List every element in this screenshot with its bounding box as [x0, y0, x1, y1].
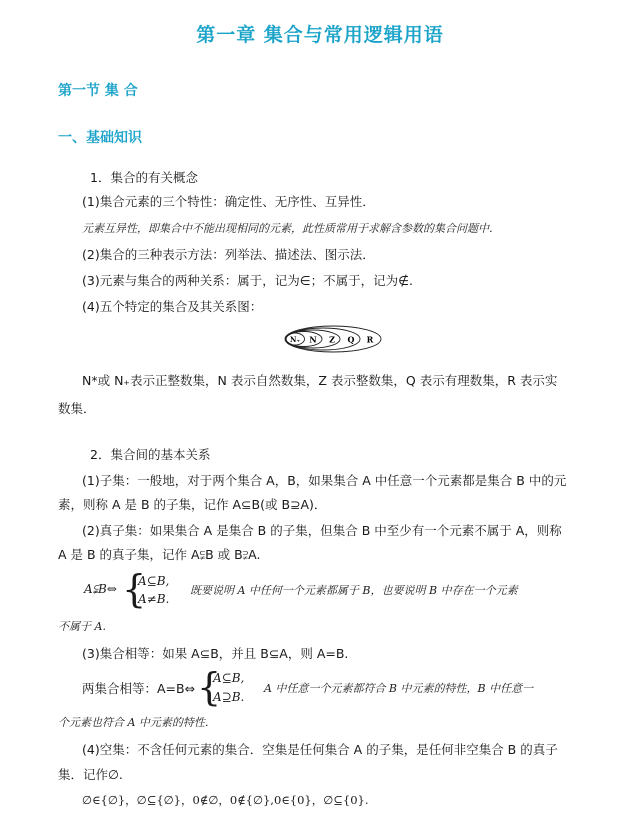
proper-subset-note-line2: 不属于 A. — [58, 620, 106, 633]
subset-line2: 素，则称 A 是 B 的子集，记作 A⊆B(或 B⊇A)． — [58, 497, 327, 512]
part1-paragraph-1: (1)集合元素的三个特性：确定性、无序性、互异性． — [82, 194, 375, 209]
part1-paragraph-1-note: 元素互异性，即集合中不能出现相同的元素，此性质常用于求解含参数的集合问题中． — [82, 222, 500, 235]
empty-set-facts: ∅∈{∅}，∅⊆{∅}，0∉∅，0∉{∅},0∈{0}，∅⊆{0}. — [82, 793, 369, 807]
proper-subset-line1: (2)真子集：如果集合 A 是集合 B 的子集，但集合 B 中至少有一个元素不属于 A，则称 — [82, 523, 562, 538]
equality-note-line2: 个元素也符合 A 中元素的特性． — [58, 716, 216, 729]
subsection-heading: 一、基础知识 — [58, 130, 142, 146]
empty-set-line1: (4)空集：不含任何元素的集合．空集是任何集合 A 的子集，是任何非空集合 B 的真子 — [82, 742, 558, 757]
label-n: N — [309, 334, 317, 345]
label-nplus: N₊ — [289, 335, 301, 344]
chapter-title: 第一章 集合与常用逻辑用语 — [196, 24, 444, 46]
part2-heading: 2．集合间的基本关系 — [90, 447, 211, 462]
proper-subset-cond2: A≠B. — [138, 592, 170, 606]
label-r: R — [366, 334, 374, 345]
part1-paragraph-3: (3)元素与集合的两种关系：属于，记为∈；不属于，记为∉. — [82, 273, 413, 288]
set-equality: (3)集合相等：如果 A⊆B，并且 B⊆A，则 A=B. — [82, 646, 349, 661]
proper-subset-cond1: A⊆B, — [138, 574, 170, 588]
subset-line1: (1)子集：一般地，对于两个集合 A，B，如果集合 A 中任意一个元素都是集合 B 中的元 — [82, 473, 567, 488]
proper-subset-note-line1: 既要说明 A 中任何一个元素都属于 B，也要说明 B 中存在一个元素 — [190, 584, 518, 597]
proper-subset-lhs: A⫋B⇔ — [84, 582, 117, 596]
number-sets-diagram — [283, 324, 383, 354]
equality-brace: { — [197, 665, 222, 709]
section-heading: 第一节 集 合 — [58, 83, 138, 99]
empty-set-line2: 集．记作∅. — [58, 767, 123, 782]
proper-subset-line2: A 是 B 的真子集，记作 A⫋B 或 B⫌A. — [58, 547, 261, 562]
part1-paragraph-5-line2: 数集． — [58, 401, 96, 416]
equality-note-line1: A 中任意一个元素都符合 B 中元素的特性，B 中任意一 — [264, 682, 534, 695]
label-q: Q — [347, 334, 355, 345]
part1-paragraph-2: (2)集合的三种表示方法：列举法、描述法、图示法． — [82, 247, 375, 262]
label-z: Z — [329, 334, 335, 345]
part1-paragraph-5-line1: N*或 N₊表示正整数集，N 表示自然数集，Z 表示整数集，Q 表示有理数集，R 表示实 — [82, 373, 558, 388]
equality-lhs: 两集合相等：A=B⇔ — [82, 681, 196, 696]
equality-cond2: A⊇B. — [213, 690, 245, 704]
part1-paragraph-4: (4)五个特定的集合及其关系图： — [82, 299, 263, 314]
proper-subset-brace: { — [122, 567, 147, 611]
equality-cond1: A⊆B, — [213, 671, 245, 685]
part1-heading: 1．集合的有关概念 — [90, 170, 198, 185]
